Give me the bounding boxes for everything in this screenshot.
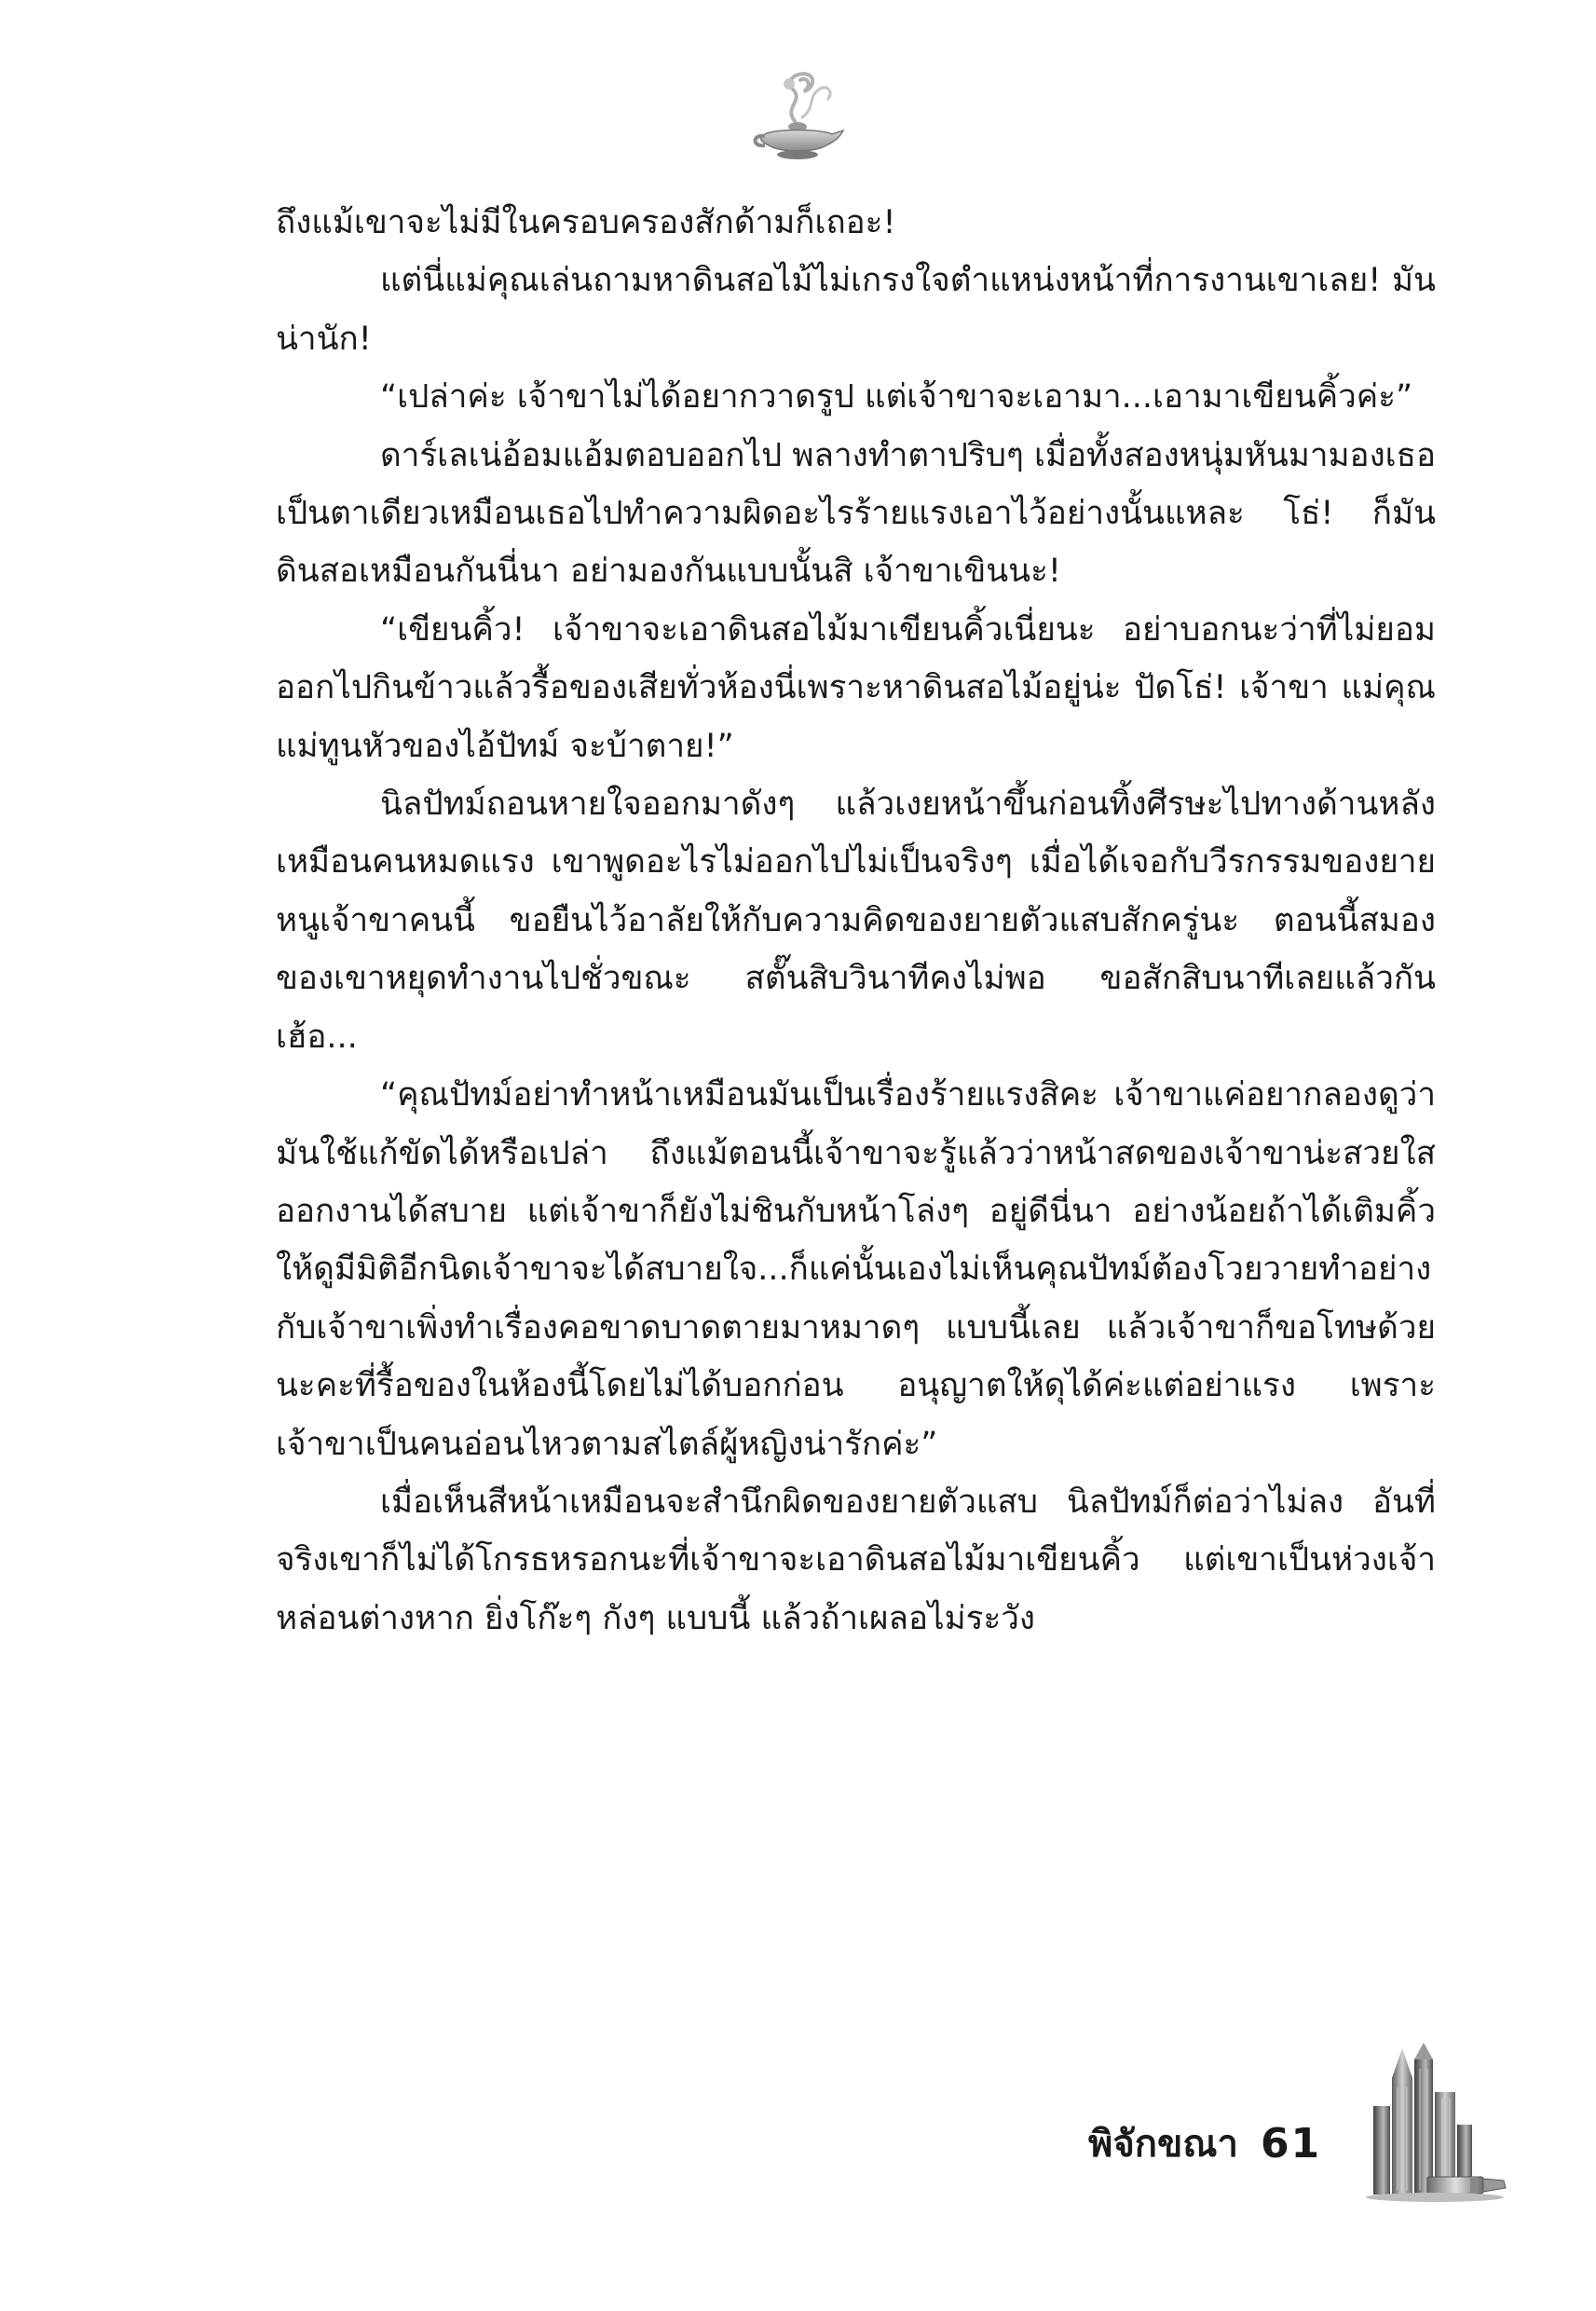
- paragraph: “คุณปัทม์อย่าทำหน้าเหมือนมันเป็นเรื่องร้ายแรงสิคะ เจ้าขาแค่อยากลองดูว่ามันใช้แก้ขัดได้หรือเปล่า ถึงแม้ตอนนี้เจ้าขาจะรู้แล้วว่าหน้าสดของเจ้าขาน่ะสวยใสออกงานได้สบาย แต่เจ้าขาก็ยังไม่ชินกับหน้าโล่งๆ อยู่ดีนี่นา อย่างน้อยถ้าได้เติมคิ้วให้ดูมีมิติอีกนิดเจ้าขาจะได้สบายใจ...ก็แค่นั้นเองไม่เห็นคุณปัทม์ต้องโวยวายทำอย่างกับเจ้าขาเพิ่งทำเรื่องคอขาดบาดตายมาหมาดๆ แบบนี้เลย แล้วเจ้าขาก็ขอโทษด้วยนะคะที่รื้อของในห้องนี้โดยไม่ได้บอกก่อน อนุญาตให้ดุได้ค่ะแต่อย่าแรง เพราะเจ้าขาเป็นคนอ่อนไหวตามสไตล์ผู้หญิงน่ารักค่ะ”: [276, 1076, 1436, 1463]
- book-title: พิจักขณา: [1088, 2123, 1238, 2166]
- paragraph: นิลปัทม์ถอนหายใจออกมาดังๆ แล้วเงยหน้าขึ้นก่อนทิ้งศีรษะไปทางด้านหลังเหมือนคนหมดแรง เขาพูดอะไรไม่ออกไปไม่เป็นจริงๆ เมื่อได้เจอกับวีรกรรมของยายหนูเจ้าขาคนนี้ ขอยืนไว้อาลัยให้กับความคิดของยายตัวแสบสักครู่นะ ตอนนี้สมองของเขาหยุดทำงานไปชั่วขณะ สตั๊นสิบวินาทีคงไม่พอ ขอสักสิบนาทีเลยแล้วกัน เฮ้อ...: [276, 786, 1436, 1056]
- paragraph: เมื่อเห็นสีหน้าเหมือนจะสำนึกผิดของยายตัวแสบ นิลปัทม์ก็ต่อว่าไม่ลง อันที่จริงเขาก็ไม่ได้โกรธหรอกนะที่เจ้าขาจะเอาดินสอไม้มาเขียนคิ้ว แต่เขาเป็นห่วงเจ้าหล่อนต่างหาก ยิ่งโก๊ะๆ กังๆ แบบนี้ แล้วถ้าเผลอไม่ระวัง: [276, 1483, 1436, 1637]
- page-number: 61: [1260, 2119, 1322, 2167]
- genie-lamp-icon: [746, 56, 849, 168]
- page-footer: [1088, 2106, 1321, 2181]
- paragraph: ถึงแม้เขาจะไม่มีในครอบครองสักด้ามก็เถอะ!: [276, 204, 896, 241]
- paragraph: ดาร์เลเน่อ้อมแอ้มตอบออกไป พลางทำตาปริบๆ เมื่อทั้งสองหนุ่มหันมามองเธอเป็นตาเดียวเหมือนเธอไปทำความผิดอะไรร้ายแรงเอาไว้อย่างนั้นแหละ โธ่! ก็มันดินสอเหมือนกันนี่นา อย่ามองกันแบบนั้นสิ เจ้าขาเขินนะ!: [276, 436, 1436, 591]
- paragraph: แต่นี่แม่คุณเล่นถามหาดินสอไม้ไม่เกรงใจตำแหน่งหน้าที่การงานเขาเลย! มันน่านัก!: [276, 262, 1436, 358]
- body-text: [276, 194, 1436, 1648]
- paragraph: “เขียนคิ้ว! เจ้าขาจะเอาดินสอไม้มาเขียนคิ้วเนี่ยนะ อย่าบอกนะว่าที่ไม่ยอมออกไปกินข้าวแล้วรื้อของเสียทั่วห้องนี่เพราะหาดินสอไม้อยู่น่ะ ปัดโธ่! เจ้าขา แม่คุณแม่ทูนหัวของไอ้ปัทม์ จะบ้าตาย!”: [276, 610, 1436, 765]
- paragraph: “เปล่าค่ะ เจ้าขาไม่ได้อยากวาดรูป แต่เจ้าขาจะเอามา...เอามาเขียนคิ้วค่ะ”: [380, 378, 1413, 417]
- city-buildings-lipstick-icon: [1360, 2041, 1509, 2204]
